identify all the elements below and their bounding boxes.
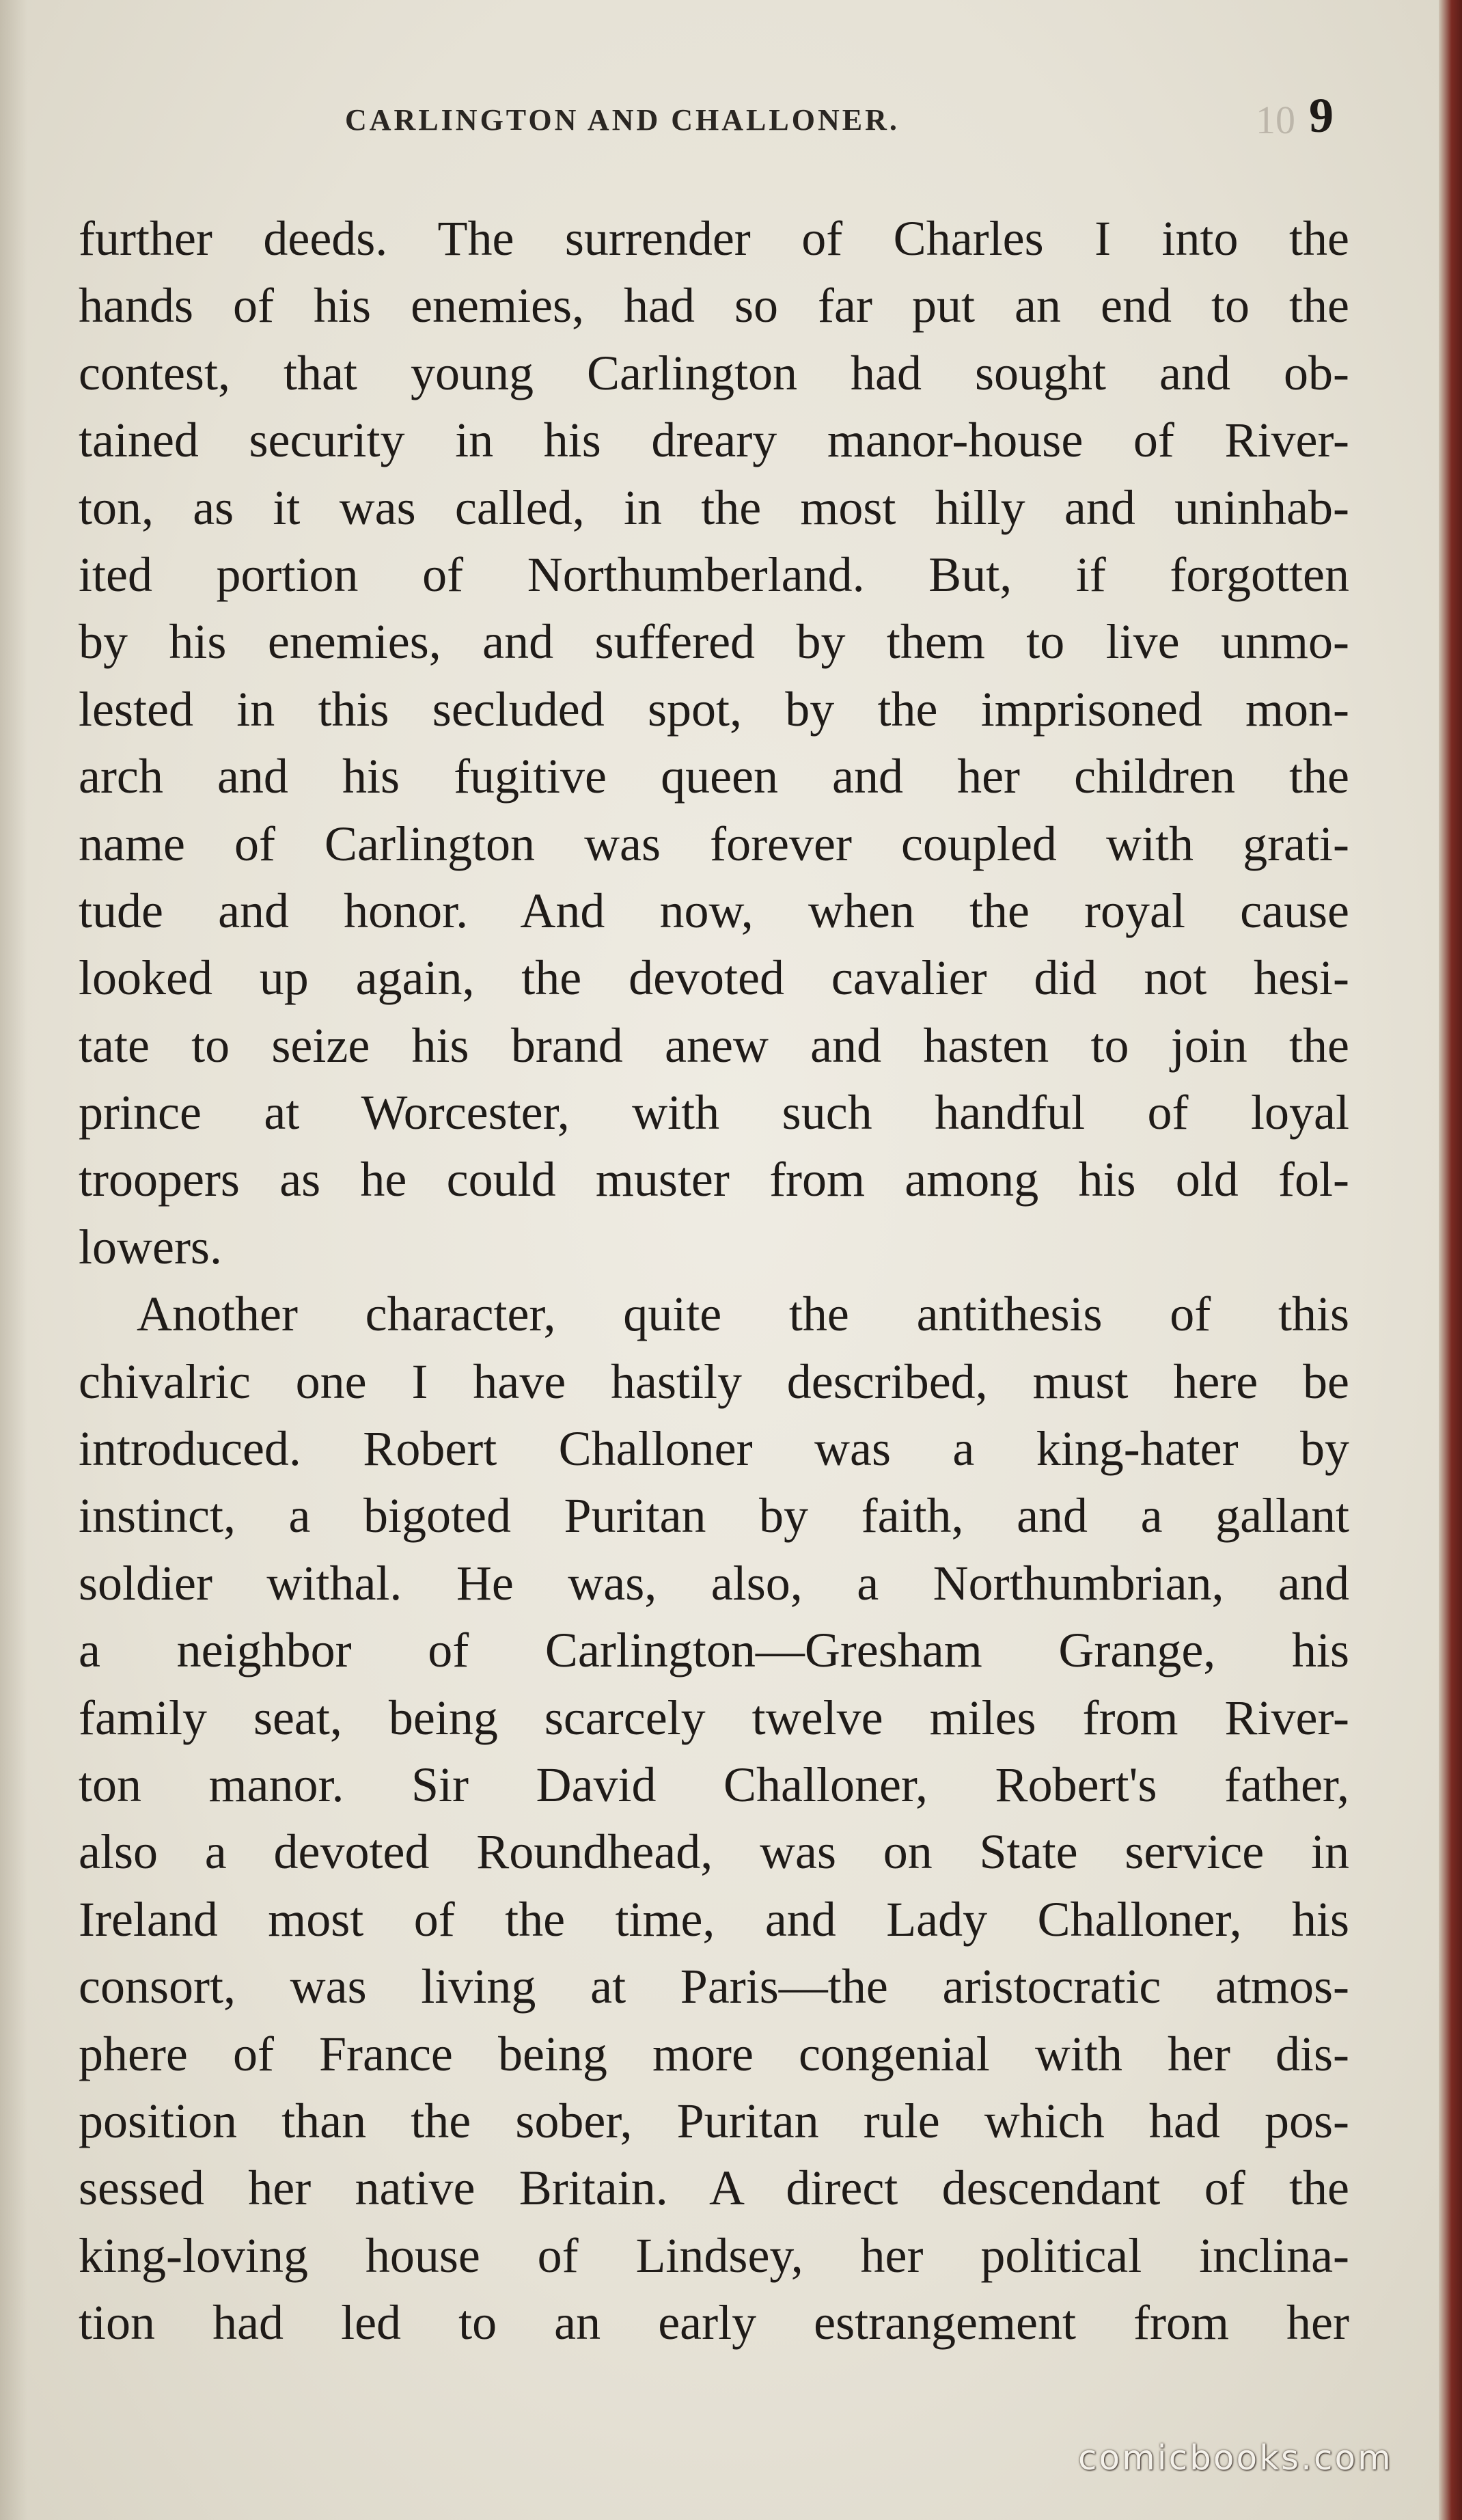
page-edge-shadow <box>0 0 27 2520</box>
text-line: introduced. Robert Challoner was a king-hater by <box>79 1421 1349 1477</box>
paragraph-start-line: Another character, quite the antithesis of this <box>137 1287 1349 1342</box>
text-line: ton manor. Sir David Challoner, Robert's father, <box>79 1757 1349 1812</box>
text-line: tained security in his dreary manor-house of River- <box>79 413 1349 468</box>
text-line: hands of his enemies, had so far put an end to the <box>79 278 1349 333</box>
text-line: family seat, being scarcely twelve miles from River- <box>79 1690 1349 1745</box>
page-number: 9 <box>1309 88 1334 143</box>
text-line: instinct, a bigoted Puritan by faith, and a gallant <box>79 1488 1349 1544</box>
text-line: also a devoted Roundhead, was on State service in <box>79 1824 1349 1880</box>
text-line: Ireland most of the time, and Lady Challoner, his <box>79 1891 1349 1947</box>
text-line: consort, was living at Paris—the aristocratic atmos- <box>79 1959 1349 2014</box>
running-head: CARLINGTON AND CHALLONER. <box>345 103 900 137</box>
body-text <box>79 205 1349 2357</box>
text-line: sessed her native Britain. A direct descendant of the <box>79 2161 1349 2216</box>
book-spine-edge <box>1439 0 1462 2520</box>
text-line: king-loving house of Lindsey, her political inclina- <box>79 2228 1349 2283</box>
text-line: tate to seize his brand anew and hasten to join the <box>79 1017 1349 1073</box>
text-line: further deeds. The surrender of Charles I into the <box>79 211 1349 266</box>
text-line: lested in this secluded spot, by the imprisoned mon- <box>79 681 1349 737</box>
text-line: by his enemies, and suffered by them to live unmo- <box>79 614 1349 670</box>
text-line: looked up again, the devoted cavalier did not hesi- <box>79 950 1349 1006</box>
source-watermark: comicbooks.com <box>1078 2438 1393 2478</box>
text-line: ited portion of Northumberland. But, if forgotten <box>79 547 1349 602</box>
text-line: contest, that young Carlington had sought and ob- <box>79 345 1349 400</box>
text-line: position than the sober, Puritan rule which had pos- <box>79 2093 1349 2148</box>
bleed-through-page-number: 10 <box>1256 98 1295 142</box>
text-line: name of Carlington was forever coupled with grati- <box>79 816 1349 871</box>
text-line: soldier withal. He was, also, a Northumbrian, and <box>79 1555 1349 1611</box>
text-line: troopers as he could muster from among his old fol- <box>79 1152 1349 1207</box>
text-line: tion had led to an early estrangement from her <box>79 2295 1349 2351</box>
text-line: chivalric one I have hastily described, must here be <box>79 1354 1349 1409</box>
text-line: lowers. <box>79 1219 222 1274</box>
text-line: phere of France being more congenial with her dis- <box>79 2026 1349 2081</box>
text-line: prince at Worcester, with such handful of loyal <box>79 1085 1349 1140</box>
text-line: a neighbor of Carlington—Gresham Grange, his <box>79 1623 1349 1678</box>
text-line: arch and his fugitive queen and her children the <box>79 749 1349 804</box>
text-line: ton, as it was called, in the most hilly and uninhab- <box>79 480 1349 535</box>
text-line: tude and honor. And now, when the royal cause <box>79 883 1349 938</box>
